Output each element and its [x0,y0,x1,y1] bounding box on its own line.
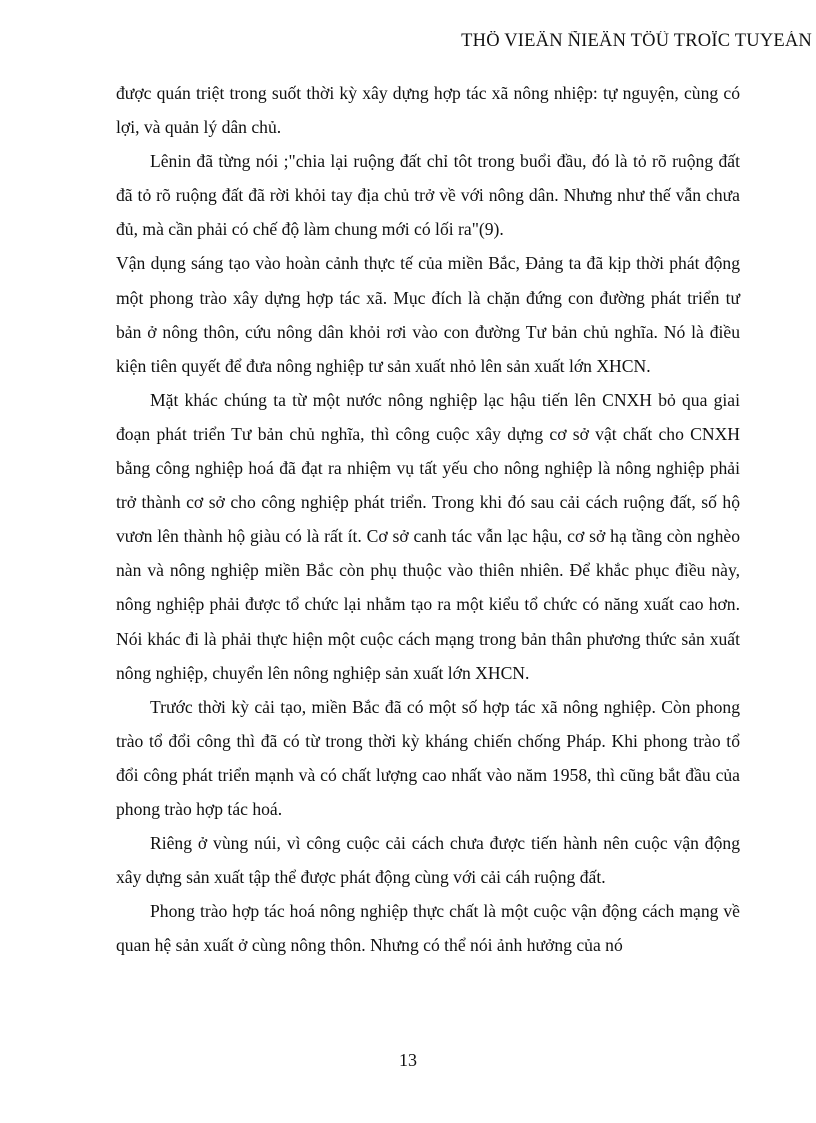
header-title: THÖ VIEÄN ÑIEÄN TÖÛ TROÏC TUYEÁN [461,31,812,51]
page-header [0,31,816,52]
paragraph-party-movement: Vận dụng sáng tạo vào hoàn cảnh thực tế của miền Bắc, Đảng ta đã kịp thời phát động một phong trào xây dựng hợp tác xã. Mục đích là chặn đứng con đường phát triển tư bản ở nông thôn, cứu nông dân khỏi rơi vào con đường Tư bản chủ nghĩa. Nó là điều kiện tiên quyết để đưa nông nghiệp tư sản xuất nhỏ lên sản xuất lớn XHCN. [116,253,740,376]
paragraph-industrialization: Mặt khác chúng ta từ một nước nông nghiệp lạc hậu tiến lên CNXH bỏ qua giai đoạn phát triển Tư bản chủ nghĩa, thì công cuộc xây dựng cơ sở vật chất cho CNXH bằng công nghiệp hoá đã đạt ra nhiệm vụ tất yếu cho nông nghiệp là nông nghiệp phải trở thành cơ sở cho công nghiệp phát triển. Trong khi đó sau cải cách ruộng đất, số hộ vươn lên thành hộ giàu có là rất ít. Cơ sở canh tác vẫn lạc hậu, cơ sở hạ tầng còn nghèo nàn và nông nghiệp miền Bắc còn phụ thuộc vào thiên nhiên. Để khắc phục điều này, nông nghiệp phải được tổ chức lại nhằm tạo ra một kiểu tổ chức có năng xuất cao hơn. Nói khác đi là phải thực hiện một cuộc cách mạng trong bản thân phương thức sản xuất nông nghiệp, chuyển lên nông nghiệp sản xuất lớn XHCN. [116,389,740,683]
paragraph-mountain-region: Riêng ở vùng núi, vì công cuộc cải cách chưa được tiến hành nên cuộc vận động xây dựng sản xuất tập thể được phát động cùng với cải cáh ruộng đất. [116,833,740,888]
paragraph-pre-reform: Trước thời kỳ cải tạo, miền Bắc đã có một số hợp tác xã nông nghiệp. Còn phong trào tổ đổi công thì đã có từ trong thời kỳ kháng chiến chống Pháp. Khi phong trào tổ đổi công phát triển mạnh và có chất lượng cao nhất vào năm 1958, thì cũng bắt đầu của phong trào hợp tác hoá. [116,696,740,819]
paragraph-continuation: được quán triệt trong suốt thời kỳ xây dựng hợp tác xã nông nhiệp: tự nguyện, cùng có lợi, và quản lý dân chủ. [116,83,740,138]
paragraph-cooperative-movement: Phong trào hợp tác hoá nông nghiệp thực chất là một cuộc vận động cách mạng về quan hệ sản xuất ở cùng nông thôn. Nhưng có thể nói ảnh hưởng của nó [116,901,740,956]
document-body [116,76,740,962]
paragraph-lenin-quote: Lênin đã từng nói ;"chia lại ruộng đất chỉ tôt trong buổi đầu, đó là tỏ rõ ruộng đất đã tỏ rõ ruộng đất đã rời khỏi tay địa chủ trở về với nông dân. Nhưng như thế vẫn chưa đủ, mà cần phải có chế độ làm chung mới có lối ra"(9). [116,151,740,240]
page-number: 13 [399,1050,417,1070]
